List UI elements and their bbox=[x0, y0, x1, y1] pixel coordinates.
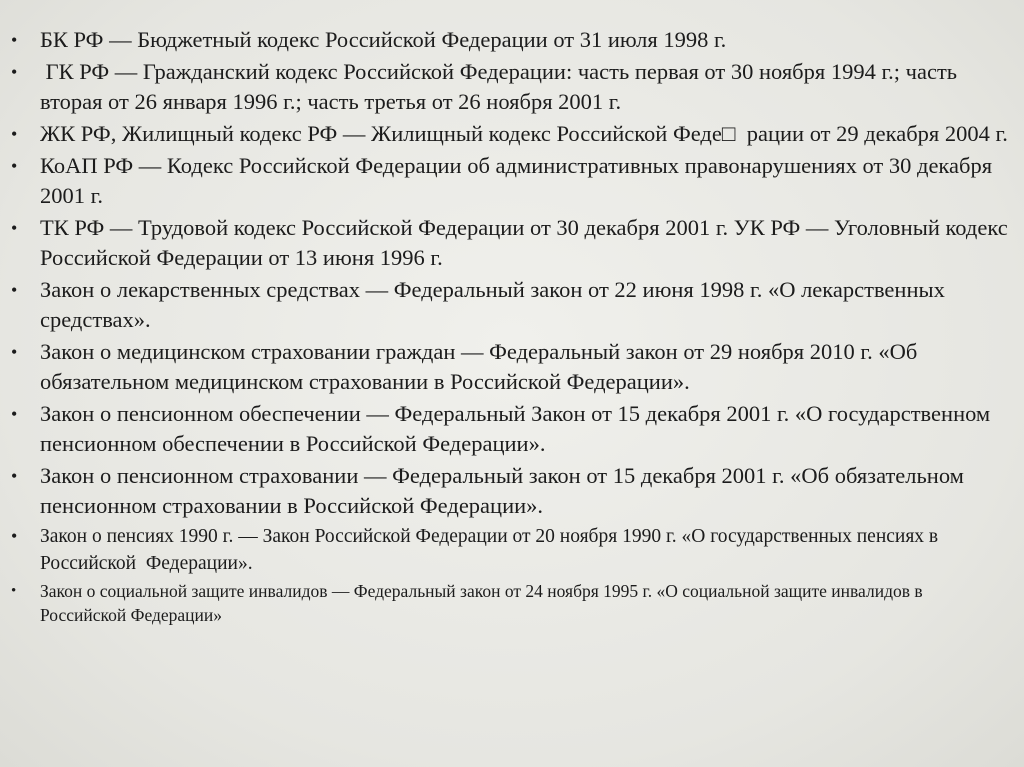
item-text: КоАП РФ — Кодекс Российской Федерации об административных правонарушениях от 30 декабря 2001 г. bbox=[40, 153, 998, 208]
item-text: ТК РФ — Трудовой кодекс Российской Федерации от 30 декабря 2001 г. УК РФ — Уголовный кодекс Российской Федерации от 13 июня 1996 г. bbox=[40, 215, 1014, 270]
bullet: • bbox=[11, 583, 17, 599]
bullet: • bbox=[11, 404, 18, 424]
legislation-list bbox=[11, 25, 1014, 629]
list-item bbox=[11, 57, 1011, 117]
item-text: Закон о пенсиях 1990 г. — Закон Российской Федерации от 20 ноября 1990 г. «О государственных пенсиях в Российской Федерации». bbox=[40, 526, 944, 574]
item-text: ЖК РФ, Жилищный кодекс РФ — Жилищный кодекс Российской Феде□ рации от 29 декабря 2004 г. bbox=[40, 121, 1008, 146]
list-item bbox=[11, 337, 1011, 397]
list-item bbox=[11, 275, 1011, 335]
bullet: • bbox=[11, 218, 18, 238]
bullet: • bbox=[11, 62, 18, 82]
item-text: БК РФ — Бюджетный кодекс Российской Федерации от 31 июля 1998 г. bbox=[40, 27, 727, 52]
item-text: Закон о лекарственных средствах — Федеральный закон от 22 июня 1998 г. «О лекарственных средствах». bbox=[40, 277, 951, 332]
item-text: Закон о социальной защите инвалидов — Федеральный закон от 24 ноября 1995 г. «О социальной защите инвалидов в Российской Федерации» bbox=[40, 581, 928, 625]
list-item bbox=[11, 213, 1014, 273]
list-item bbox=[11, 25, 1011, 55]
bullet: • bbox=[11, 526, 18, 546]
list-item bbox=[11, 119, 1011, 149]
list-item bbox=[11, 399, 1011, 459]
bullet: • bbox=[11, 156, 18, 176]
item-text: Закон о медицинском страховании граждан — Федеральный закон от 29 ноября 2010 г. «Об обязательном медицинском страховании в Российской Федерации». bbox=[40, 339, 923, 394]
bullet: • bbox=[11, 466, 18, 486]
item-text: Закон о пенсионном страховании — Федеральный закон от 15 декабря 2001 г. «Об обязательном пенсионном страховании в Российской Федерации». bbox=[40, 463, 970, 518]
list-item bbox=[11, 523, 1011, 577]
list-item bbox=[11, 461, 1011, 521]
item-text: ГК РФ — Гражданский кодекс Российской Федерации: часть первая от 30 ноября 1994 г.; часть вторая от 26 января 1996 г.; часть третья от 26 ноября 2001 г. bbox=[40, 59, 963, 114]
item-text: Закон о пенсионном обеспечении — Федеральный Закон от 15 декабря 2001 г. «О государственном пенсионном обеспечении в Российской Федерации». bbox=[40, 401, 996, 456]
bullet: • bbox=[11, 342, 18, 362]
bullet: • bbox=[11, 280, 18, 300]
list-item bbox=[11, 151, 1011, 211]
bullet: • bbox=[11, 124, 18, 144]
bullet: • bbox=[11, 30, 18, 50]
list-item bbox=[11, 579, 1011, 627]
